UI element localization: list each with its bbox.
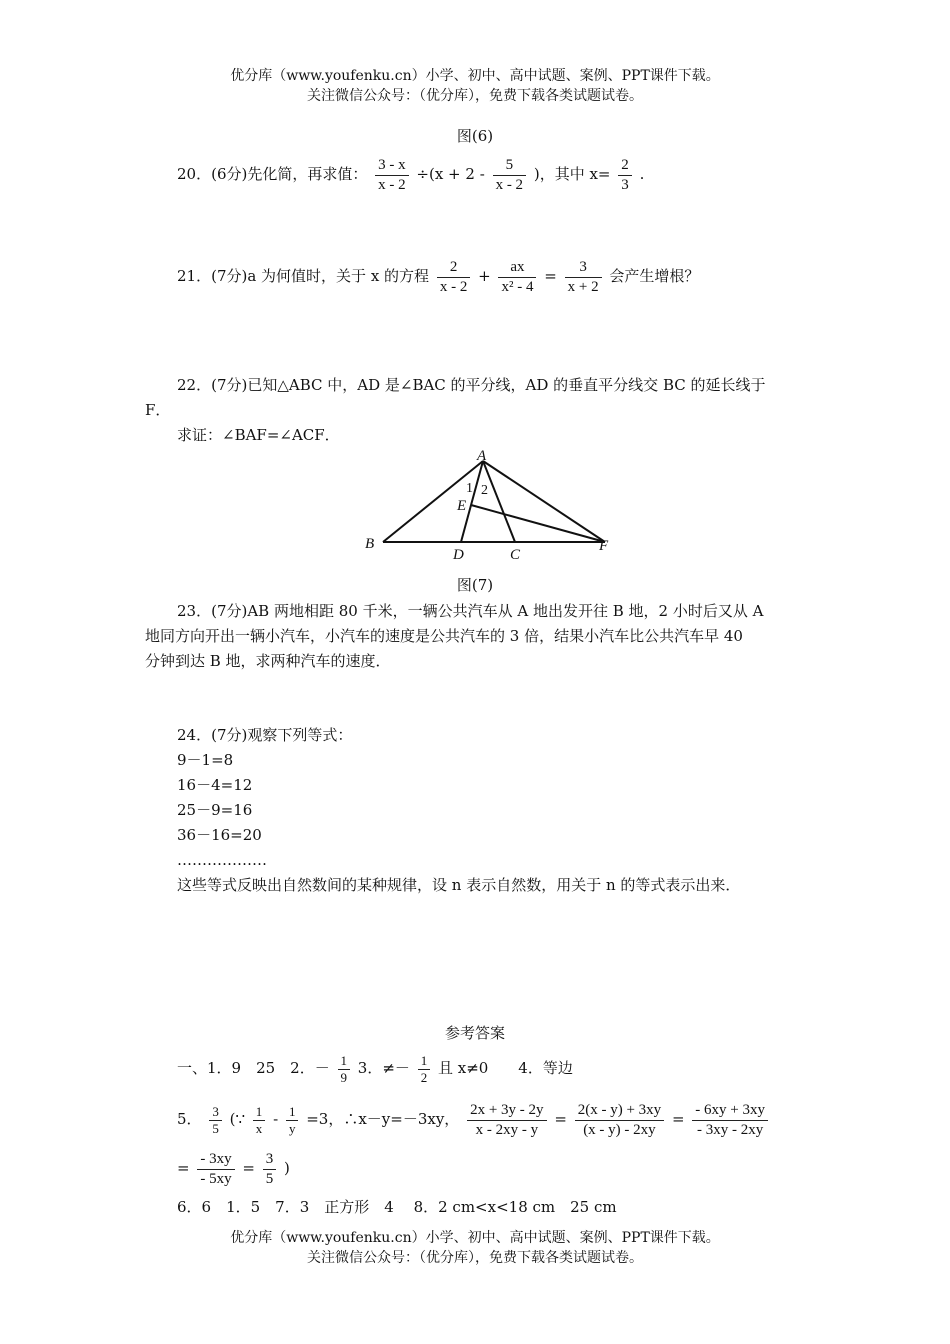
ans-row3-f2-num: 3: [263, 1150, 277, 1170]
ans-row2-f1-num: 3: [209, 1104, 222, 1121]
answers-row-4: 6．6 1．5 7．3 正方形 4 8．2 cm<x<18 cm 25 cm: [177, 1198, 617, 1216]
header-line-2: 关注微信公众号：（优分库），免费下载各类试题试卷。: [307, 88, 643, 104]
ans-row1-c: 且 x≠0 4．等边: [437, 1059, 573, 1077]
question-21: [177, 254, 699, 298]
footer-line-1: 优分库（www.youfenku.cn）小学、初中、高中试题、案例、PPT课件下载。: [230, 1230, 720, 1246]
ans-row2-f4-num: 2x + 3y - 2y: [467, 1101, 546, 1121]
q21-fraction-2: [498, 258, 536, 297]
q20-fraction-3: [618, 156, 632, 195]
angle-2-label: 2: [481, 483, 488, 498]
ans-row2-f5-num: 2(x - y) + 3xy: [575, 1101, 664, 1121]
ans-row1-f1-den: 9: [340, 1069, 347, 1085]
q20-f3-den: 3: [621, 176, 629, 193]
ans-row2-eq1: =: [554, 1110, 567, 1128]
q23-line-3: 分钟到达 B 地，求两种汽车的速度．: [145, 652, 391, 670]
q24-eq-3: 25－9=16: [177, 801, 253, 819]
q21-suffix: 会产生增根？: [609, 267, 700, 285]
ans-row2-f3-den: y: [288, 1120, 296, 1136]
ans-row3-end: ): [284, 1159, 290, 1177]
angle-1-label: 1: [466, 481, 473, 496]
q21-fraction-3: [565, 258, 602, 297]
ans-row1-b: 3．≠－: [357, 1059, 410, 1077]
q21-plus: +: [478, 267, 491, 285]
q20-f2-num: 5: [493, 156, 527, 176]
answers-row-3: [177, 1148, 290, 1189]
ans-row2-f6-num: - 6xy + 3xy: [692, 1101, 768, 1121]
q21-prefix: 21．(7分)a 为何值时，关于 x 的方程: [177, 267, 430, 285]
q20-fraction-1: [375, 156, 409, 195]
ans-row3-eq2: =: [242, 1159, 255, 1177]
q21-eq: =: [544, 267, 557, 285]
header-line-1: 优分库（www.youfenku.cn）小学、初中、高中试题、案例、PPT课件下载。: [230, 68, 720, 84]
answers-title: 参考答案: [444, 1024, 505, 1042]
q24-eq-4: 36－16=20: [177, 826, 262, 844]
figure-7-caption: 图(7): [456, 576, 494, 594]
q24-eq-1: 9－1=8: [177, 751, 234, 769]
label-d: D: [453, 547, 464, 563]
label-b: B: [365, 536, 375, 552]
q21-f1-num: 2: [437, 258, 471, 278]
ans-row1-a: 一、1．9 25 2．－: [177, 1059, 330, 1077]
ans-row3-eq1: =: [177, 1159, 190, 1177]
label-a: A: [477, 448, 487, 464]
label-f: F: [599, 538, 609, 554]
q20-f1-den: x - 2: [378, 176, 406, 193]
q24-last: 这些等式反映出自然数间的某种规律，设 n 表示自然数，用关于 n 的等式表示出来．: [177, 876, 741, 894]
line-ef: [471, 505, 605, 542]
line-ac: [483, 461, 515, 542]
ans-row2-fraction-6: [692, 1101, 768, 1140]
q20-f3-num: 2: [618, 156, 632, 176]
ans-row3-f1-num: - 3xy: [197, 1150, 234, 1170]
q21-f3-den: x + 2: [567, 278, 599, 295]
q20-fraction-2: [493, 156, 527, 195]
q21-f2-num: ax: [498, 258, 536, 278]
q21-f3-num: 3: [565, 258, 602, 278]
q20-mid: ÷(x + 2 -: [416, 165, 485, 183]
q21-fraction-1: [437, 258, 471, 297]
line-af: [483, 461, 605, 542]
ans-row2-fraction-4: [467, 1101, 546, 1140]
answers-row-1: [177, 1048, 573, 1088]
q22-line-3: 求证：∠BAF=∠ACF．: [177, 426, 340, 444]
label-e: E: [457, 498, 467, 514]
ans-row2-b: (∵: [229, 1110, 246, 1128]
ans-row3-f1-den: - 5xy: [200, 1170, 232, 1187]
triangle-figure: [360, 448, 620, 568]
ans-row2-fraction-3: [286, 1104, 299, 1137]
q24-title: 24．(7分)观察下列等式：: [177, 726, 353, 744]
q22-line-1: 22．(7分)已知△ABC 中，AD 是∠BAC 的平分线，AD 的垂直平分线交 BC 的延长线于: [177, 376, 766, 394]
ans-row2-f4-den: x - 2xy - y: [475, 1121, 539, 1138]
ans-row2-minus: -: [273, 1110, 279, 1128]
question-20: [177, 152, 644, 196]
ans-row2-c: =3，∴x－y=－3xy，: [306, 1110, 460, 1128]
q20-prefix: 20．(6分)先化简，再求值：: [177, 165, 368, 183]
ans-row1-f2-den: 2: [420, 1069, 428, 1085]
ans-row2-f2-num: 1: [253, 1104, 266, 1121]
q21-f2-den: x² - 4: [501, 278, 534, 295]
ans-row2-fraction-2: [253, 1104, 266, 1137]
ans-row3-f2-den: 5: [265, 1170, 274, 1187]
ans-row1-fraction-2: [418, 1053, 431, 1086]
line-ab: [383, 461, 483, 542]
ans-row3-fraction-1: [197, 1150, 234, 1189]
ans-row1-fraction-1: [338, 1053, 351, 1086]
q20-end: .: [639, 165, 645, 183]
label-c: C: [510, 547, 521, 563]
ans-row2-f6-den: - 3xy - 2xy: [697, 1121, 764, 1138]
ans-row3-fraction-2: [263, 1150, 277, 1189]
q24-eq-2: 16－4=12: [177, 776, 253, 794]
q20-f2-den: x - 2: [495, 176, 524, 193]
ans-row2-fraction-1: [209, 1104, 222, 1137]
footer-line-2: 关注微信公众号：（优分库），免费下载各类试题试卷。: [307, 1250, 643, 1266]
ans-row2-f3-num: 1: [286, 1104, 299, 1121]
q20-f1-num: 3 - x: [375, 156, 409, 176]
answers-row-2: [177, 1099, 771, 1140]
ans-row2-fraction-5: [575, 1101, 664, 1140]
ans-row2-f2-den: x: [255, 1120, 263, 1136]
q21-f1-den: x - 2: [439, 278, 468, 295]
ans-row1-f1-num: 1: [338, 1053, 351, 1070]
q22-line-2: F．: [145, 401, 171, 419]
q20-suffix: )，其中 x=: [533, 165, 611, 183]
ans-row2-a: 5．: [177, 1110, 202, 1128]
ans-row1-f2-num: 1: [418, 1053, 431, 1070]
figure-6-caption: 图(6): [456, 127, 494, 145]
q23-line-2: 地同方向开出一辆小汽车，小汽车的速度是公共汽车的 3 倍，结果小汽车比公共汽车早 40: [145, 627, 743, 645]
ans-row2-f5-den: (x - y) - 2xy: [583, 1121, 656, 1138]
q24-ellipsis: ………………: [177, 851, 267, 869]
ans-row2-eq2: =: [671, 1110, 685, 1128]
ans-row2-f1-den: 5: [212, 1120, 219, 1136]
q23-line-1: 23．(7分)AB 两地相距 80 千米，一辆公共汽车从 A 地出发开往 B 地，2 小时后又从 A: [177, 602, 764, 620]
